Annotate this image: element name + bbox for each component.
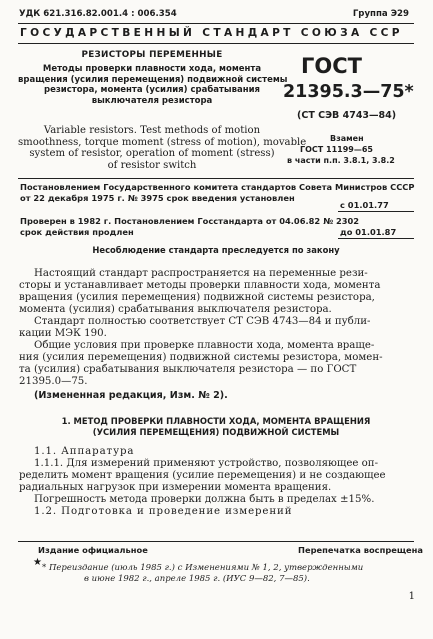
intro-line: момента (усилия) срабатывания выключателя резистора.	[19, 303, 332, 315]
section-heading-line: 1. МЕТОД ПРОВЕРКИ ПЛАВНОСТИ ХОДА, МОМЕНТА ВРАЩЕНИЯ	[61, 416, 371, 426]
en-title-line: smoothness, torque moment (stress of motion), movable	[18, 136, 307, 148]
intro-line: вращения (усилия перемещения) подвижной системы резистора,	[19, 291, 375, 303]
reprint-forbidden: Перепечатка воспрещена	[298, 545, 424, 555]
reissue-line: * Переиздание (июль 1985 г.) с Изменениями № 1, 2, утвержденными	[42, 563, 364, 573]
law-warning: Несоблюдение стандарта преследуется по закону	[92, 245, 340, 255]
intro-line: Настоящий стандарт распространяется на переменные рези-	[34, 268, 368, 279]
decree-line: Постановлением Государственного комитета стандартов Совета Министров СССР	[20, 182, 415, 192]
ru-title-line: выключателя резистора	[91, 95, 213, 106]
header-rule-top	[18, 23, 414, 24]
general-line: Общие условия при проверке плавности хода, момента враще-	[34, 340, 375, 351]
official-edition: Издание официальное	[38, 545, 148, 555]
clause-line: радиальных нагрузок при измерении момента вращения.	[19, 481, 332, 493]
compliance-line: Стандарт полностью соответствует СТ СЭВ 4743—84 и публи-	[34, 316, 371, 327]
replaced-parts: в части п.п. 3.8.1, 3.8.2	[287, 156, 395, 165]
intro-line: сторы и устанавливает методы проверки плавности хода, момента	[19, 279, 381, 291]
en-title-line: system of resistor, operation of moment (stress)	[29, 148, 275, 160]
reissue-line: в июне 1982 г., апреле 1985 г. (ИУС 9—82, 7—85).	[84, 574, 310, 584]
compliance-paragraph	[19, 316, 371, 340]
en-title-line: of resistor switch	[107, 159, 197, 171]
section-heading-line: (УСИЛИЯ ПЕРЕМЕЩЕНИЯ) ПОДВИЖНОЙ СИСТЕМЫ	[92, 427, 340, 438]
clause-1-2: 1.2. Подготовка и проведение измерений	[34, 506, 293, 517]
resistor-category: РЕЗИСТОРЫ ПЕРЕМЕННЫЕ	[81, 50, 223, 60]
clause-1-1-1	[19, 458, 386, 494]
clause-line: ределить момент вращения (усилие перемещения) и не создающее	[19, 469, 386, 481]
footer-rule	[18, 541, 414, 542]
udk-code: УДК 621.316.82.001.4 : 006.354	[19, 9, 177, 19]
revision-note: (Измененная редакция, Изм. № 2).	[34, 390, 228, 401]
check-line: срок действия продлен	[20, 226, 134, 237]
sev-reference: (СТ СЭВ 4743—84)	[297, 110, 397, 121]
accuracy-statement: Погрешность метода проверки должна быть в пределах ±15%.	[34, 494, 375, 505]
general-line: 21395.0—75.	[19, 375, 88, 387]
ru-title-line: Методы проверки плавности хода, момента	[42, 64, 262, 74]
english-title	[18, 125, 307, 171]
replaced-standard: ГОСТ 11199—65	[300, 145, 373, 154]
section-1-heading	[18, 416, 414, 438]
clause-line: 1.1.1. Для измерений применяют устройство, позволяющее оп-	[34, 458, 379, 469]
replaces-label: Взамен	[330, 134, 364, 143]
gost-label: ГОСТ	[301, 54, 362, 78]
check-text	[20, 216, 359, 237]
header-rule-bottom	[18, 43, 414, 44]
effective-date: с 01.01.77	[340, 200, 389, 210]
gost-number: 21395.3—75*	[283, 82, 414, 102]
effective-date-underline	[338, 211, 414, 212]
group-code: Группа Э29	[352, 9, 409, 19]
reissue-note	[42, 563, 363, 585]
standard-banner: ГОСУДАРСТВЕННЫЙ СТАНДАРТ СОЮЗА ССР	[20, 27, 403, 39]
check-line: Проверен в 1982 г. Постановлением Госстандарта от 04.06.82 № 2302	[20, 216, 360, 226]
intro-paragraph	[19, 268, 381, 316]
star-mark: ★	[33, 557, 42, 568]
russian-title	[18, 64, 286, 106]
clause-1-1: 1.1. Аппаратура	[34, 446, 135, 457]
decree-line: от 22 декабря 1975 г. № 3975 срок введения установлен	[20, 192, 295, 203]
general-line: ния (усилия перемещения) подвижной системы резистора, момен-	[19, 351, 383, 363]
ru-title-line: вращения (усилия перемещения) подвижной системы	[18, 74, 288, 85]
extended-date-underline	[338, 238, 414, 239]
general-line: та (усилия) срабатывания выключателя резистора — по ГОСТ	[19, 363, 357, 375]
title-block-rule	[18, 178, 414, 179]
page-number: 1	[408, 591, 415, 602]
en-title-line: Variable resistors. Test methods of motion	[43, 125, 261, 136]
compliance-line: кации МЭК 190.	[19, 327, 107, 339]
extended-date: до 01.01.87	[340, 227, 397, 237]
ru-title-line: резистора, момента (усилия) срабатывания	[44, 85, 260, 96]
general-conditions-paragraph	[19, 340, 383, 388]
